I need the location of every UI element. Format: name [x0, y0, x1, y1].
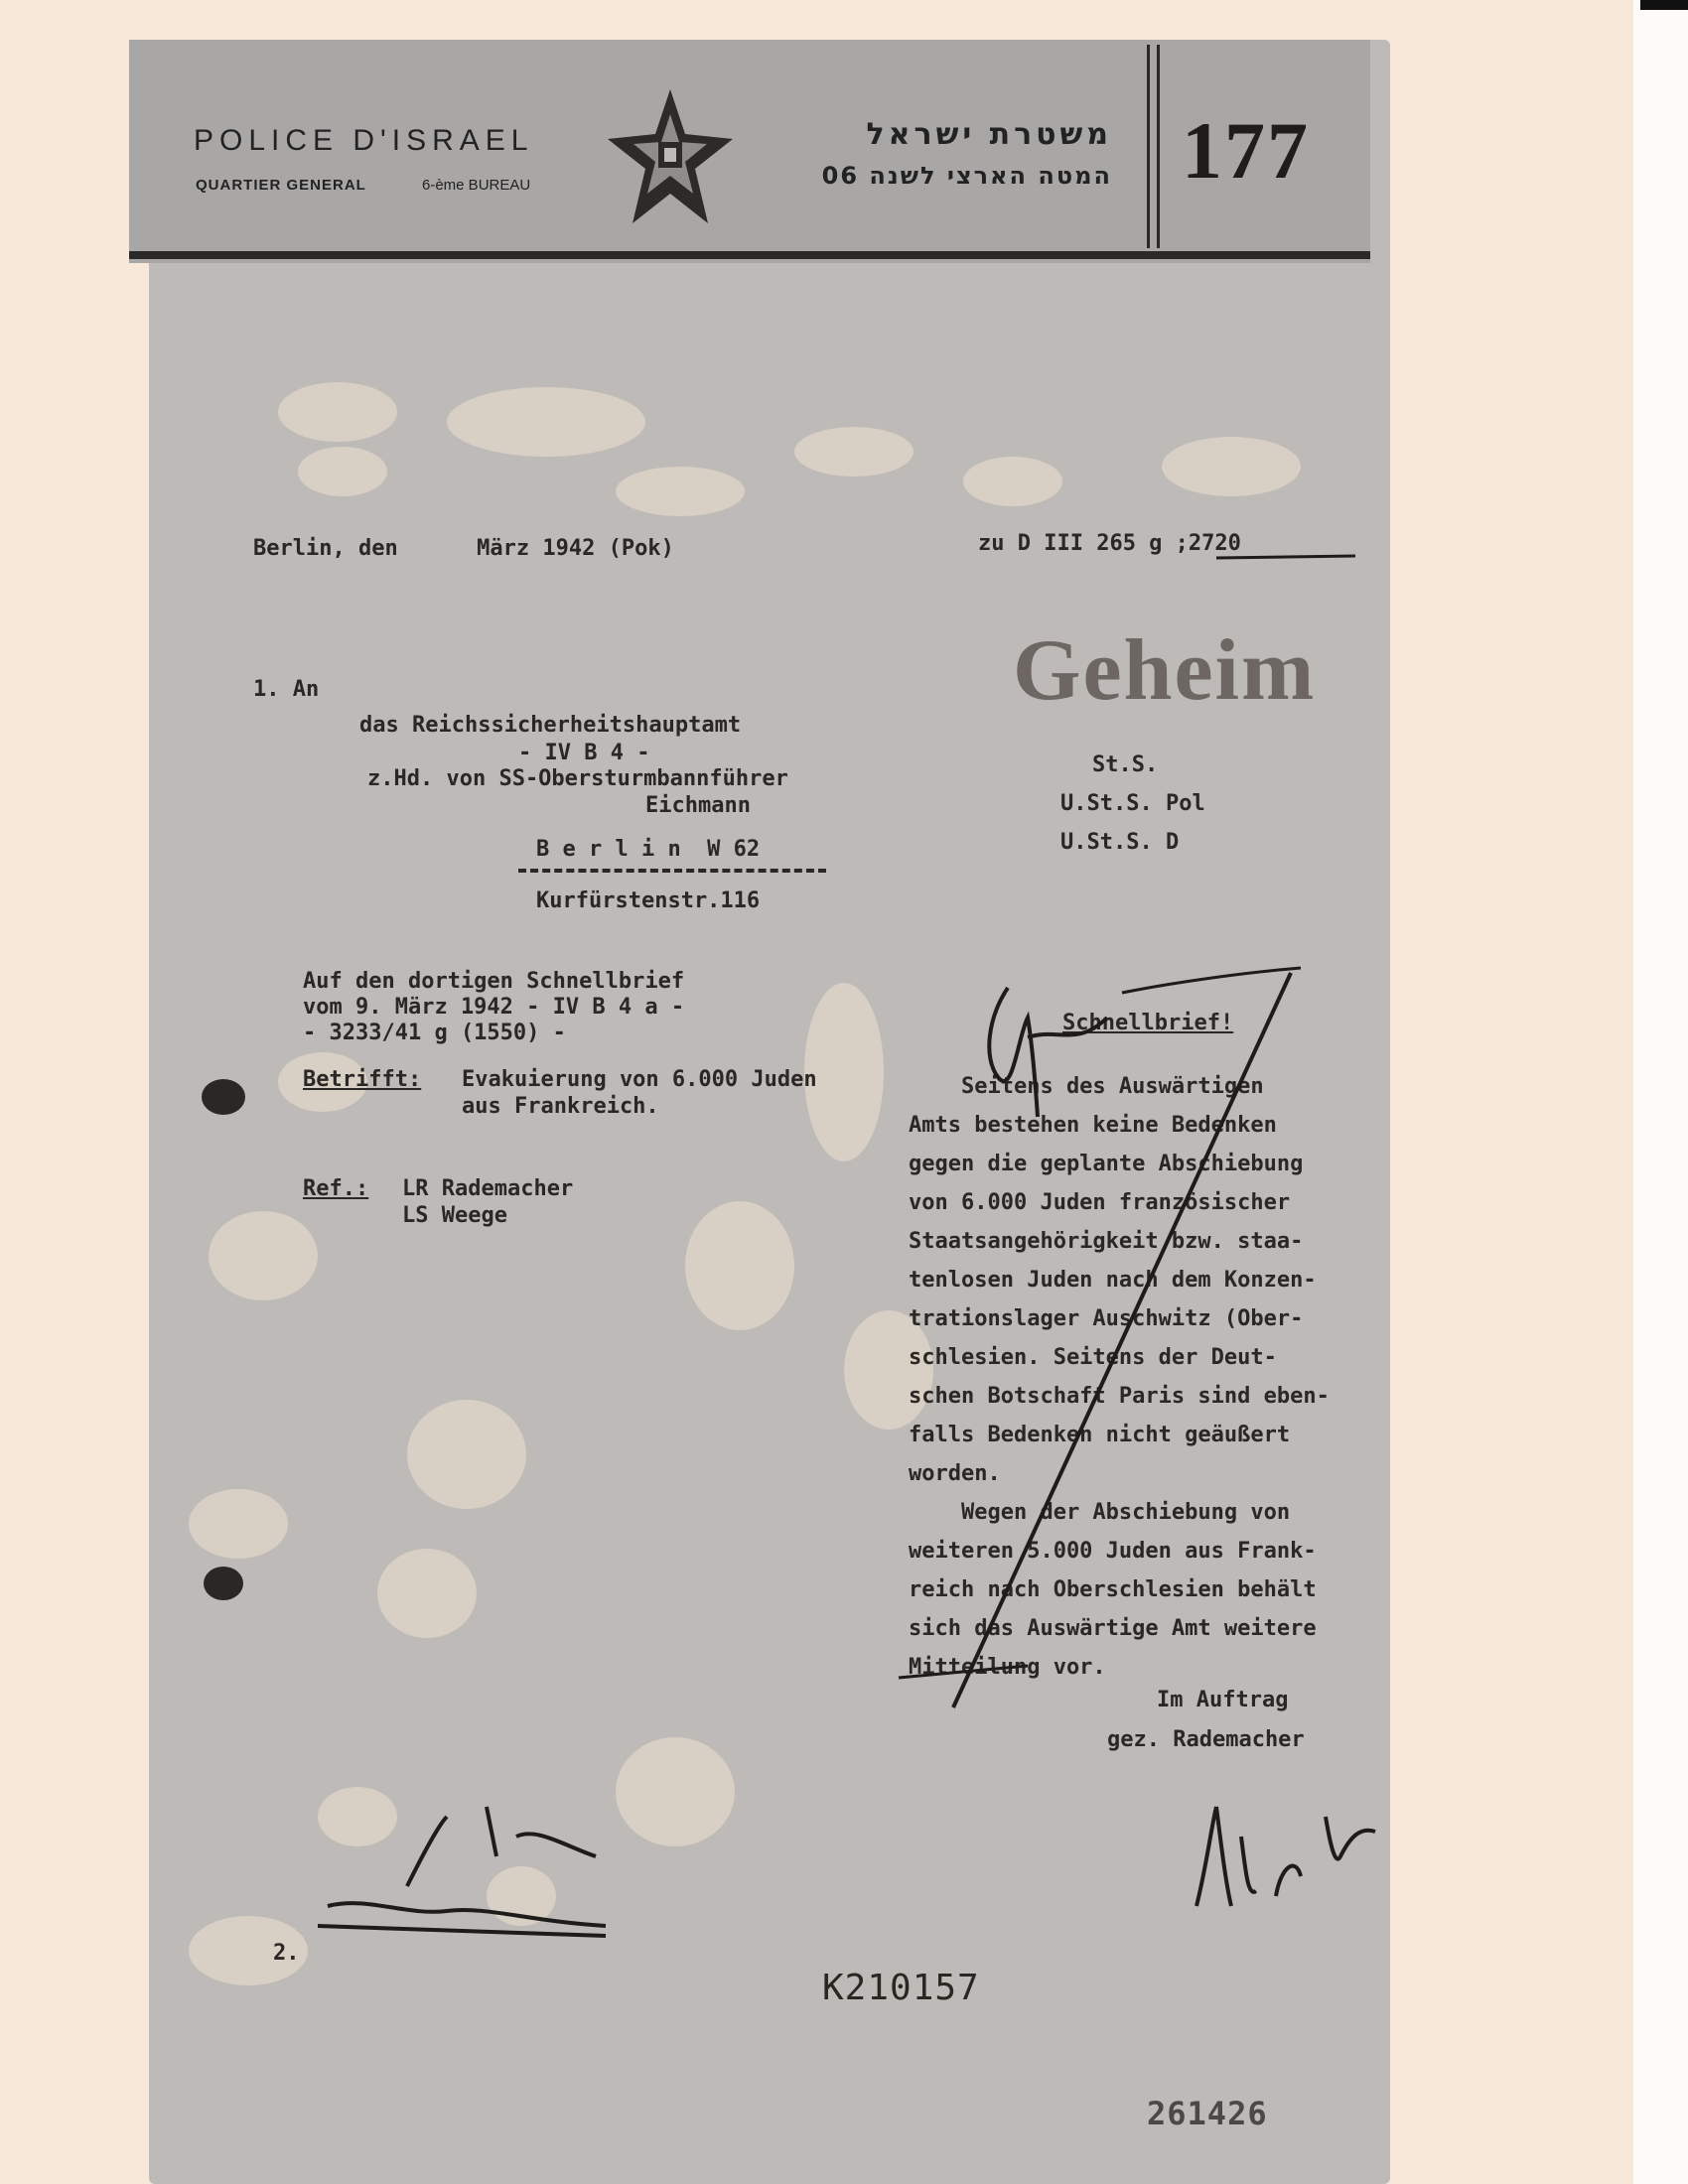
body-line: schlesien. Seitens der Deut-	[909, 1345, 1277, 1370]
body-line: Wegen der Abschiebung von	[909, 1500, 1291, 1525]
punch-hole-mark	[194, 1559, 253, 1608]
place-date: Berlin, den März 1942 (Pok)	[253, 536, 674, 561]
body-line: sich das Auswärtige Amt weitere	[909, 1616, 1317, 1641]
ref-name: LS Weege	[402, 1203, 507, 1228]
body-line: Amts bestehen keine Bedenken	[909, 1113, 1277, 1138]
subject-line: aus Frankreich.	[462, 1094, 659, 1119]
body-line: schen Botschaft Paris sind eben-	[909, 1384, 1330, 1409]
item-two: 2.	[273, 1941, 300, 1966]
punch-hole-mark	[194, 1072, 253, 1122]
ref-label: Ref.:	[303, 1176, 369, 1201]
handwritten-signature	[1187, 1787, 1405, 1916]
body-line: Mitteilung vor.	[909, 1655, 1106, 1680]
subject-line: Evakuierung von 6.000 Juden	[462, 1067, 817, 1092]
body-line: tenlosen Juden nach dem Konzen-	[909, 1268, 1317, 1293]
distribution-line: St.S.	[1092, 752, 1159, 777]
closing: Im Auftrag	[1157, 1688, 1289, 1712]
reply-reference-line: - 3233/41 g (1550) -	[303, 1021, 566, 1045]
reply-reference-line: vom 9. März 1942 - IV B 4 a -	[303, 995, 685, 1020]
reply-reference-line: Auf den dortigen Schnellbrief	[303, 969, 685, 994]
recipient-line: - IV B 4 -	[518, 741, 650, 765]
recipient-street: Kurfürstenstr.116	[536, 888, 761, 913]
express-letter-heading: Schnellbrief!	[1062, 1011, 1234, 1035]
body-line: weiteren 5.000 Juden aus Frank-	[909, 1539, 1317, 1564]
handwritten-initials-strike	[308, 1787, 626, 1985]
recipient-intro: 1. An	[253, 677, 320, 702]
body-line: von 6.000 Juden französischer	[909, 1190, 1291, 1215]
body-line: gegen die geplante Abschiebung	[909, 1152, 1304, 1176]
hebrew-org-name: משטרת ישראל	[866, 117, 1112, 152]
handwritten-reference-underline	[874, 516, 1360, 586]
organization-name: POLICE D'ISRAEL	[194, 124, 534, 157]
subject-label: Betrifft:	[303, 1067, 422, 1092]
page-number: 177	[1182, 105, 1310, 196]
hebrew-hq-line: המטה הארצי לשנה 06	[821, 162, 1112, 190]
body-line: trationslager Auschwitz (Ober-	[909, 1306, 1304, 1331]
document-id: K210157	[822, 1968, 980, 2008]
distribution-line: U.St.S. D	[1060, 830, 1180, 855]
body-line: reich nach Oberschlesien behält	[909, 1577, 1317, 1602]
archive-stamp-number: 261426	[1147, 2095, 1268, 2132]
recipient-city: B e r l i n W 62	[536, 837, 761, 862]
body-line: worden.	[909, 1461, 1001, 1486]
body-line: Seitens des Auswärtigen	[909, 1074, 1264, 1099]
headquarters-label: QUARTIER GENERAL	[196, 177, 366, 194]
ref-name: LR Rademacher	[402, 1176, 574, 1201]
secret-stamp: Geheim	[1013, 622, 1317, 719]
file-reference: zu D III 265 g ;2720	[978, 531, 1241, 556]
body-line: falls Bedenken nicht geäußert	[909, 1423, 1291, 1447]
recipient-line: das Reichssicherheitshauptamt	[359, 713, 742, 738]
bureau-label: 6-ème BUREAU	[422, 177, 531, 194]
recipient-line: z.Hd. von SS-Obersturmbannführer	[367, 766, 788, 791]
distribution-line: U.St.S. Pol	[1060, 791, 1205, 816]
recipient-line: Eichmann	[645, 793, 751, 818]
body-line: Staatsangehörigkeit bzw. staa-	[909, 1229, 1304, 1254]
handwritten-initial-mark	[978, 978, 1177, 1127]
typed-signature: gez. Rademacher	[1107, 1727, 1305, 1752]
